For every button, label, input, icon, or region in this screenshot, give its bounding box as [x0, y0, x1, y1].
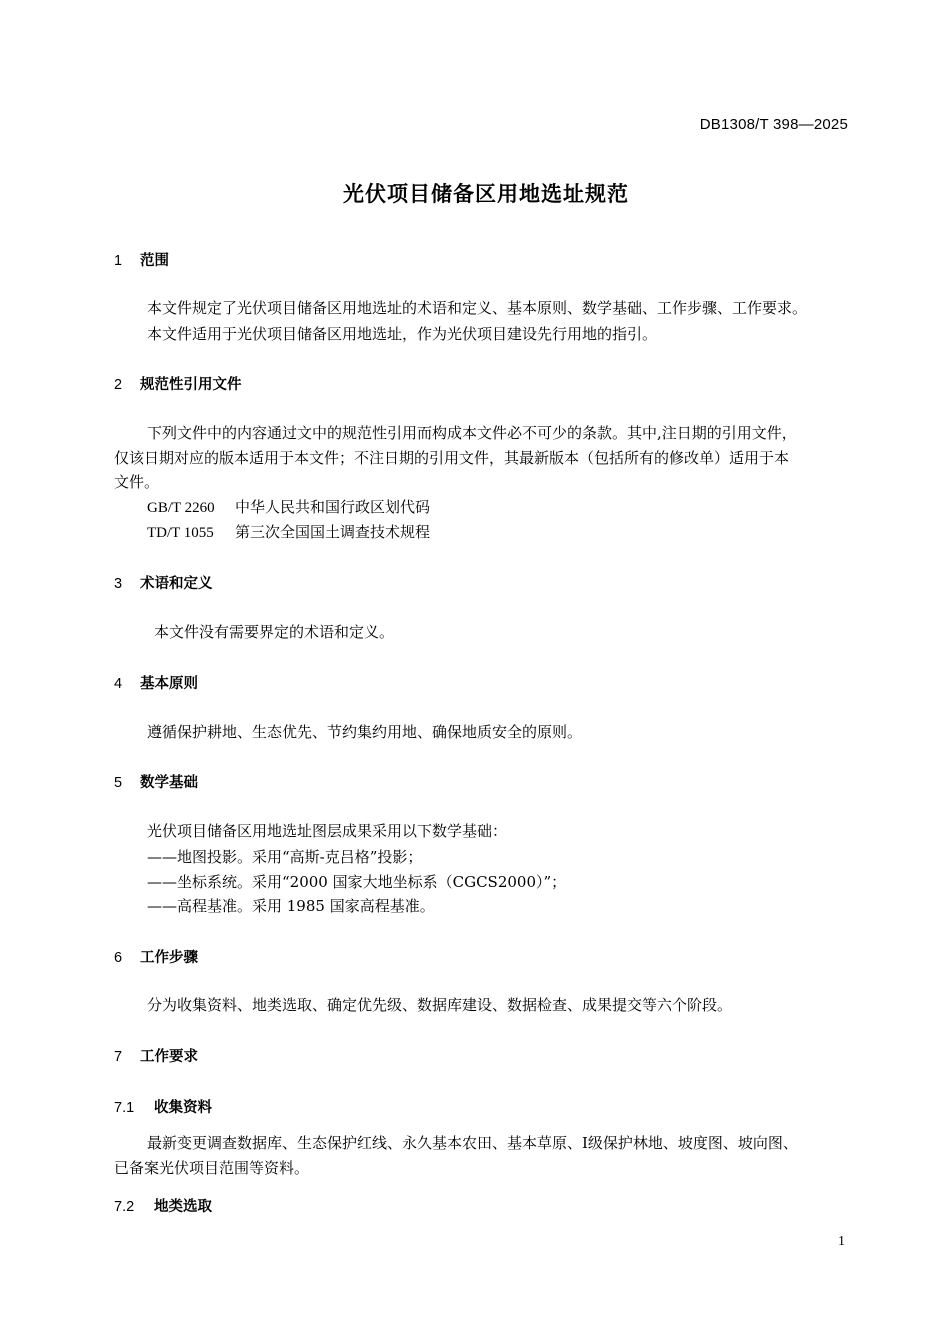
section-number: 1	[114, 253, 123, 269]
paragraph-line: 分为收集资料、地类选取、确定优先级、数据库建设、数据检查、成果提交等六个阶段。	[147, 996, 733, 1014]
section-heading-7	[114, 1045, 198, 1066]
section-heading-1	[114, 249, 169, 270]
reference-name: 中华人民共和国行政区划代码	[235, 498, 431, 516]
section-title: 基本原则	[140, 676, 198, 692]
section-number: 4	[114, 676, 123, 692]
section-number: 7	[114, 1049, 123, 1065]
paragraph-line: 最新变更调查数据库、生态保护红线、永久基本农田、基本草原、Ⅰ级保护林地、坡度图、坡向图、	[147, 1134, 798, 1152]
list-item: ——高程基准。采用 1985 国家高程基准。	[147, 897, 435, 915]
document-title: 光伏项目储备区用地选址规范	[343, 182, 629, 206]
section-number: 7.2	[114, 1199, 135, 1215]
paragraph-line: 已备案光伏项目范围等资料。	[114, 1159, 310, 1177]
section-heading-3	[114, 572, 213, 593]
page-number: 1	[838, 1234, 845, 1249]
paragraph-line: 光伏项目储备区用地选址图层成果采用以下数学基础：	[147, 822, 508, 840]
reference-code: GB/T 2260	[147, 500, 215, 516]
section-number: 6	[114, 950, 123, 966]
reference-item	[147, 520, 430, 545]
paragraph-line: 文件。	[114, 473, 160, 491]
section-number: 2	[114, 377, 123, 393]
list-item: ——地图投影。采用“高斯-克吕格”投影；	[147, 848, 423, 866]
section-number: 7.1	[114, 1100, 135, 1116]
section-number: 3	[114, 576, 123, 592]
paragraph-line: 本文件规定了光伏项目储备区用地选址的术语和定义、基本原则、数学基础、工作步骤、工作要求。	[147, 299, 808, 317]
section-heading-2	[114, 373, 242, 394]
list-item: ——坐标系统。采用“2000 国家大地坐标系（CGCS2000）”；	[147, 873, 567, 891]
reference-name: 第三次全国国土调查技术规程	[235, 523, 431, 541]
paragraph-line: 下列文件中的内容通过文中的规范性引用而构成本文件必不可少的条款。其中,注日期的引用文件，	[147, 424, 797, 442]
section-title: 范围	[140, 253, 169, 269]
reference-code: TD/T 1055	[147, 525, 214, 541]
paragraph-line: 遵循保护耕地、生态优先、节约集约用地、确保地质安全的原则。	[147, 723, 583, 741]
reference-item	[147, 495, 430, 520]
section-heading-5	[114, 771, 198, 792]
section-title: 收集资料	[154, 1100, 212, 1116]
paragraph-line: 本文件没有需要界定的术语和定义。	[154, 623, 395, 641]
section-title: 术语和定义	[140, 576, 213, 592]
section-title: 数学基础	[140, 775, 198, 791]
paragraph-line: 本文件适用于光伏项目储备区用地选址，作为光伏项目建设先行用地的指引。	[147, 325, 658, 343]
section-title: 工作要求	[140, 1049, 198, 1065]
section-title: 地类选取	[154, 1199, 212, 1215]
section-number: 5	[114, 775, 123, 791]
document-code: DB1308/T 398—2025	[699, 116, 848, 133]
section-heading-6	[114, 946, 198, 967]
section-title: 工作步骤	[140, 950, 198, 966]
section-heading-4	[114, 672, 198, 693]
section-title: 规范性引用文件	[140, 377, 242, 393]
subsection-heading-7-2	[114, 1195, 212, 1216]
paragraph-line: 仅该日期对应的版本适用于本文件；不注日期的引用文件，其最新版本（包括所有的修改单）适用于本	[114, 449, 790, 467]
subsection-heading-7-1	[114, 1096, 212, 1117]
